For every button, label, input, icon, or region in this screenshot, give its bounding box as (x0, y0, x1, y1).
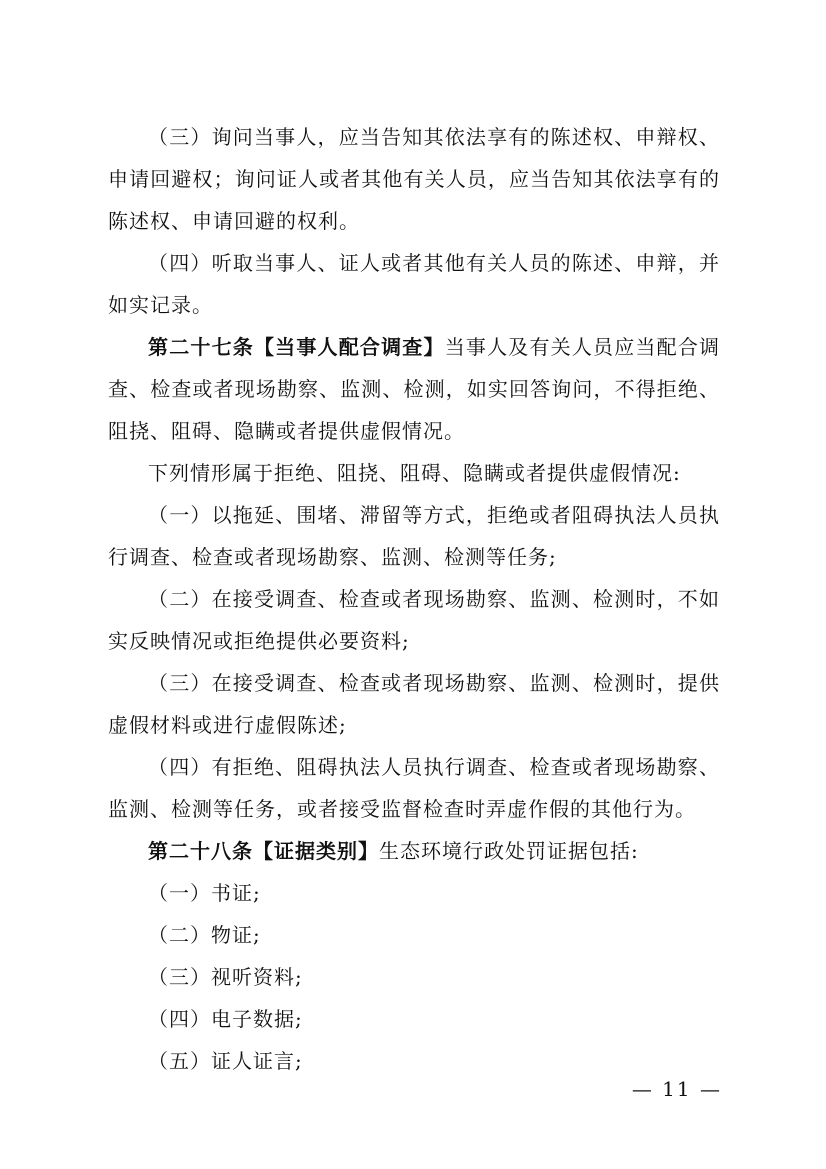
evidence-type-witness: （五）证人证言; (148, 1049, 303, 1073)
paragraph-situation-1: （一）以拖延、围堵、滞留等方式，拒绝或者阻碍执法人员执行调查、检查或者现场勘察、监测、检测等任务; (108, 503, 720, 569)
article-28-paragraph: 第二十八条【证据类别】生态环境行政处罚证据包括: (148, 839, 639, 863)
article-28-heading: 第二十八条【证据类别】 (148, 839, 379, 863)
evidence-type-audiovisual: （三）视听资料; (148, 965, 303, 989)
article-27-heading: 第二十七条【当事人配合调查】 (148, 335, 445, 359)
evidence-type-documentary: （一）书证; (148, 881, 261, 905)
document-body (108, 116, 720, 1082)
paragraph-situations-intro: 下列情形属于拒绝、阻挠、阻碍、隐瞒或者提供虚假情况: (148, 461, 681, 485)
paragraph-item-3-inquiry: （三）询问当事人，应当告知其依法享有的陈述权、申辩权、申请回避权；询问证人或者其他有关人员，应当告知其依法享有的陈述权、申请回避的权利。 (108, 125, 720, 233)
evidence-type-physical: （二）物证; (148, 923, 261, 947)
evidence-type-electronic: （四）电子数据; (148, 1007, 303, 1031)
article-27-paragraph: 第二十七条【当事人配合调查】当事人及有关人员应当配合调查、检查或者现场勘察、监测、检测，如实回答询问，不得拒绝、阻挠、阻碍、隐瞒或者提供虚假情况。 (108, 335, 721, 443)
paragraph-situation-3: （三）在接受调查、检查或者现场勘察、监测、检测时，提供虚假材料或进行虚假陈述; (108, 671, 720, 737)
paragraph-situation-2: （二）在接受调查、检查或者现场勘察、监测、检测时，不如实反映情况或拒绝提供必要资料; (108, 587, 720, 653)
paragraph-item-4-hearing: （四）听取当事人、证人或者其他有关人员的陈述、申辩，并如实记录。 (108, 251, 720, 317)
page-number: — 11 — (631, 1077, 722, 1101)
paragraph-situation-4: （四）有拒绝、阻碍执法人员执行调查、检查或者现场勘察、监测、检测等任务，或者接受监督检查时弄虚作假的其他行为。 (108, 755, 720, 821)
